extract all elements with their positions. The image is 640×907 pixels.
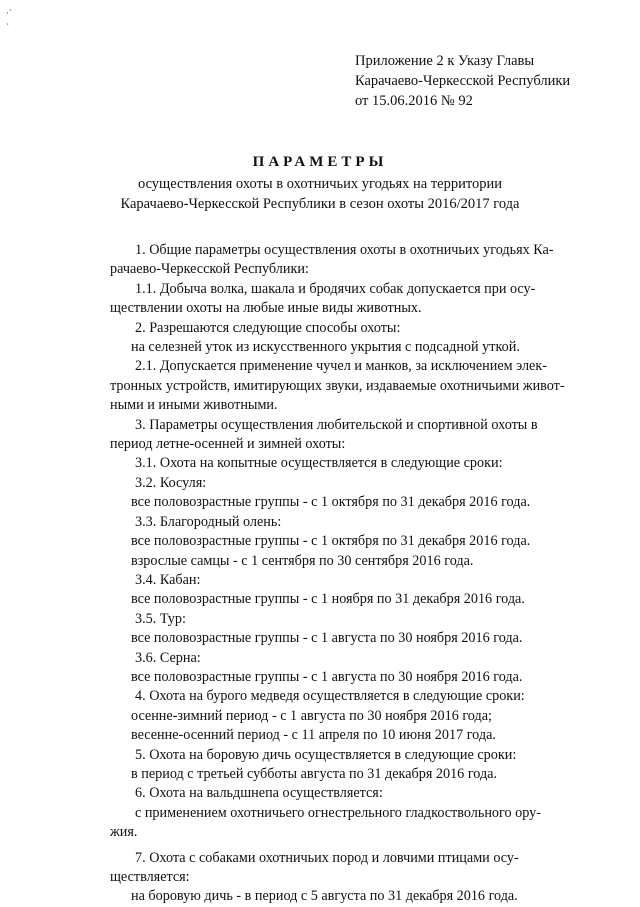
document-title: ПАРАМЕТРЫ: [252, 154, 388, 170]
paragraph-6-text-line-2: жия.: [110, 824, 138, 841]
paragraph-3-6: 3.6. Серна:: [135, 649, 201, 666]
paragraph-4-text-2: весенне-осенний период - с 11 апреля по 10 июня 2017 года.: [131, 727, 496, 744]
document-body: [110, 241, 565, 907]
paragraph-2: 2. Разрешаются следующие способы охоты:: [135, 319, 401, 336]
subtitle-line-1: осуществления охоты в охотничьих угодьях на территории: [137, 176, 503, 192]
paragraph-2-1-line-2: тронных устройств, имитирующих звуки, издаваемые охотничьими живот-: [110, 377, 565, 394]
document-subtitle: [0, 174, 640, 214]
paragraph-3-3-text-2: взрослые самцы - с 1 сентября по 30 сентября 2016 года.: [131, 552, 474, 569]
paragraph-3-line-1: 3. Параметры осуществления любительской и спортивной охоты в: [135, 416, 538, 433]
appendix-line-3: от 15.06.2016 № 92: [355, 93, 473, 109]
appendix-line-1: Приложение 2 к Указу Главы: [355, 53, 535, 69]
paragraph-5: 5. Охота на боровую дичь осуществляется в следующие сроки:: [135, 746, 517, 763]
paragraph-1-1-line-1: 1.1. Добыча волка, шакала и бродячих собак допускается при осу-: [135, 280, 536, 297]
paragraph-3-3: 3.3. Благородный олень:: [135, 513, 282, 530]
appendix-line-2: Карачаево-Черкесской Республики: [355, 73, 571, 89]
paragraph-3-4-text: все половозрастные группы - с 1 ноября по 31 декабря 2016 года.: [131, 591, 525, 608]
paragraph-2-text: на селезней уток из искусственного укрытия с подсадной уткой.: [131, 339, 520, 356]
appendix-header: [355, 51, 570, 111]
paragraph-6-text-line-1: с применением охотничьего огнестрельного гладкоствольного ору-: [135, 804, 541, 821]
paragraph-3-line-2: период летне-осенней и зимней охоты:: [110, 436, 346, 453]
paragraph-6: 6. Охота на вальдшнепа осуществляется:: [135, 785, 383, 802]
paragraph-3-6-text: все половозрастные группы - с 1 августа по 30 ноября 2016 года.: [131, 668, 523, 685]
paragraph-2-1-line-1: 2.1. Допускается применение чучел и манков, за исключением элек-: [135, 358, 547, 375]
paragraph-3-4: 3.4. Кабан:: [135, 571, 201, 588]
paragraph-4-text-1: осенне-зимний период - с 1 августа по 30 ноября 2016 года;: [131, 707, 492, 724]
paragraph-7-line-1: 7. Охота с собаками охотничьих пород и ловчими птицами осу-: [135, 849, 519, 866]
paragraph-7-line-2: ществляется:: [110, 869, 190, 885]
paragraph-3-1: 3.1. Охота на копытные осуществляется в следующие сроки:: [135, 455, 503, 472]
paragraph-1-1-line-2: ществлении охоты на любые иные виды животных.: [110, 300, 422, 317]
paragraph-3-2: 3.2. Косуля:: [135, 474, 207, 491]
paragraph-3-5-text: все половозрастные группы - с 1 августа по 30 ноября 2016 года.: [131, 630, 523, 647]
paragraph-1-line-1: 1. Общие параметры осуществления охоты в охотничьих угодьях Ка-: [135, 242, 554, 258]
paragraph-4: 4. Охота на бурого медведя осуществляется в следующие сроки:: [135, 688, 525, 705]
paragraph-3-5: 3.5. Тур:: [135, 610, 186, 627]
paragraph-3-2-text: все половозрастные группы - с 1 октября по 31 декабря 2016 года.: [131, 494, 531, 511]
paragraph-5-text: в период с третьей субботы августа по 31 декабря 2016 года.: [131, 765, 498, 782]
subtitle-line-2: Карачаево-Черкесской Республики в сезон охоты 2016/2017 года: [120, 196, 520, 212]
paragraph-2-1-line-3: ными и иными животными.: [110, 397, 278, 414]
paragraph-3-3-text-1: все половозрастные группы - с 1 октября по 31 декабря 2016 года.: [131, 533, 531, 550]
scan-specks: ·´ `: [6, 8, 12, 32]
paragraph-1-line-2: рачаево-Черкесской Республики:: [110, 261, 309, 278]
paragraph-7-text: на боровую дичь - в период с 5 августа по 31 декабря 2016 года.: [131, 888, 518, 905]
